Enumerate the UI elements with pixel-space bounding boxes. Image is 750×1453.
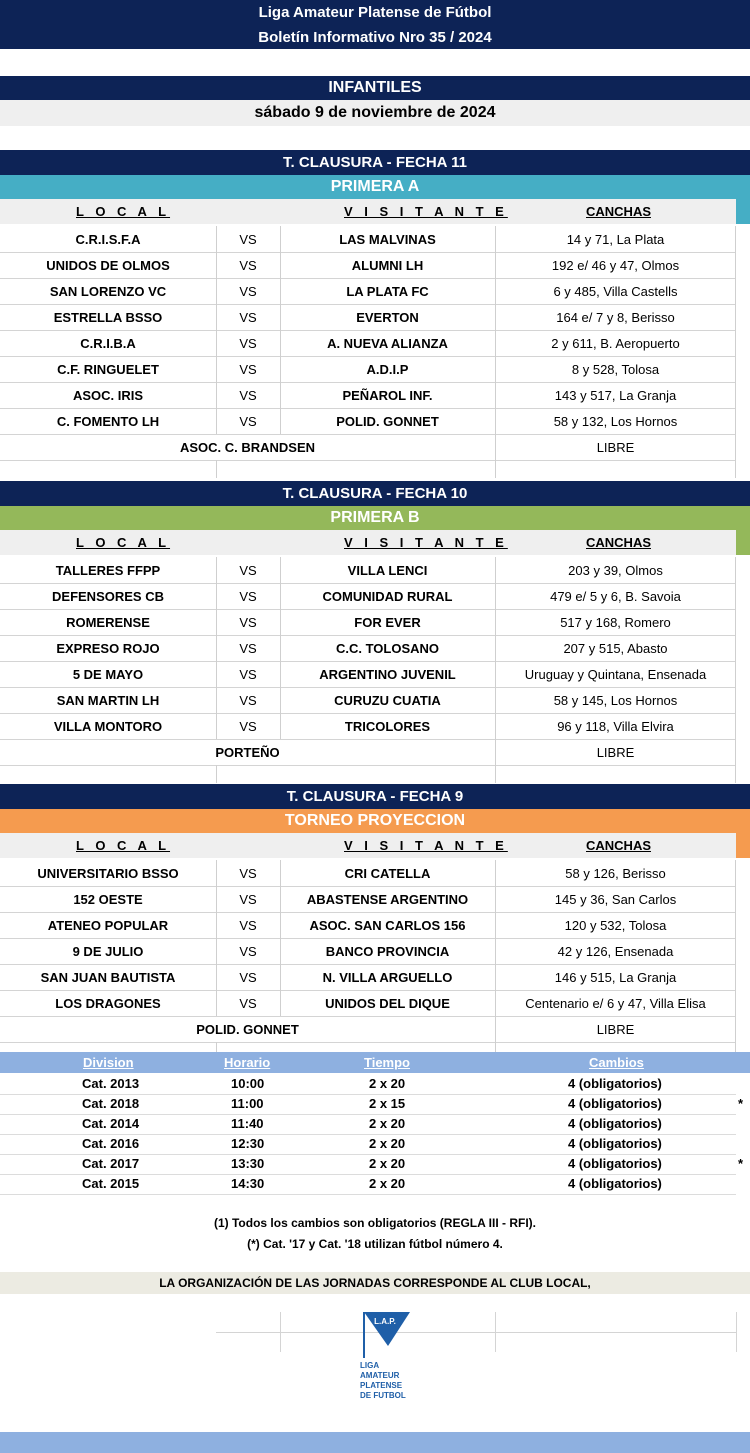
divider <box>735 557 736 583</box>
column-visitor: V I S I T A N T E <box>344 535 508 550</box>
divider <box>735 252 736 278</box>
bye-label: LIBRE <box>596 439 635 455</box>
home-team: SAN LORENZO VC <box>49 283 167 299</box>
home-team: SAN JUAN BAUTISTA <box>40 969 176 985</box>
bye-team: ASOC. C. BRANDSEN <box>179 439 316 455</box>
divider <box>735 226 736 252</box>
bye-row <box>0 739 736 766</box>
tournament-title: T. CLAUSURA - FECHA 10 <box>0 481 750 506</box>
note-ball: (*) Cat. '17 y Cat. '18 utilizan fútbol número 4. <box>247 1237 503 1251</box>
away-team: FOR EVER <box>354 614 421 630</box>
schedule-changes: 4 (obligatorios) <box>568 1176 662 1191</box>
schedule-header-time: Horario <box>224 1055 271 1070</box>
schedule-header-duration: Tiempo <box>364 1055 410 1070</box>
home-team: LOS DRAGONES <box>55 995 161 1011</box>
bye-row <box>0 1016 736 1043</box>
home-team: ATENEO POPULAR <box>47 917 169 933</box>
divider <box>735 460 736 478</box>
home-team: TALLERES FFPP <box>55 562 161 578</box>
match-row <box>0 990 736 1017</box>
match-row <box>0 382 736 409</box>
field-location: 203 y 39, Olmos <box>568 562 663 578</box>
schedule-duration: 2 x 15 <box>369 1096 406 1111</box>
vs-label: VS <box>239 718 257 734</box>
schedule-time: 14:30 <box>231 1176 265 1191</box>
vs-label: VS <box>239 943 257 959</box>
home-team: VILLA MONTORO <box>53 718 163 734</box>
field-location: 96 y 118, Villa Elvira <box>557 718 674 734</box>
match-row <box>0 964 736 991</box>
schedule-changes: 4 (obligatorios) <box>568 1156 662 1171</box>
away-team: C.C. TOLOSANO <box>335 640 440 656</box>
division-title: TORNEO PROYECCION <box>0 809 750 833</box>
note-changes: (1) Todos los cambios son obligatorios (REGLA III - RFI). <box>213 1216 536 1230</box>
field-location: 2 y 611, B. Aeropuerto <box>551 335 680 351</box>
divider <box>735 278 736 304</box>
away-team: ALUMNI LH <box>351 257 424 273</box>
home-team: UNIDOS DE OLMOS <box>46 257 170 273</box>
match-row <box>0 356 736 383</box>
away-team: UNIDOS DEL DIQUE <box>325 995 450 1011</box>
match-row <box>0 635 736 662</box>
field-location: 14 y 71, La Plata <box>566 231 665 247</box>
schedule-time: 11:40 <box>231 1116 264 1131</box>
bye-label: LIBRE <box>596 1021 635 1037</box>
column-visitor: V I S I T A N T E <box>344 204 508 219</box>
away-team: VILLA LENCI <box>347 562 428 578</box>
divider <box>735 434 736 460</box>
vs-label: VS <box>239 995 257 1011</box>
vs-label: VS <box>239 361 257 377</box>
divider <box>735 739 736 765</box>
schedule-time: 13:30 <box>231 1156 265 1171</box>
spacer-row <box>0 460 736 478</box>
home-team: 152 OESTE <box>73 891 143 907</box>
match-row <box>0 408 736 435</box>
schedule-division: Cat. 2013 <box>82 1076 140 1091</box>
home-team: UNIVERSITARIO BSSO <box>37 865 179 881</box>
column-visitor: V I S I T A N T E <box>344 838 508 853</box>
schedule-division: Cat. 2014 <box>82 1116 140 1131</box>
away-team: LA PLATA FC <box>346 283 429 299</box>
match-row <box>0 912 736 939</box>
divider <box>495 460 496 478</box>
schedule-duration: 2 x 20 <box>369 1176 406 1191</box>
logo-line: AMATEUR <box>360 1371 400 1380</box>
division-title: PRIMERA B <box>0 506 750 530</box>
divider <box>735 408 736 434</box>
column-local: L O C A L <box>76 535 171 550</box>
vs-label: VS <box>239 865 257 881</box>
vs-label: VS <box>239 640 257 656</box>
home-team: SAN MARTIN LH <box>56 692 160 708</box>
schedule-header <box>0 1052 750 1073</box>
field-location: 143 y 517, La Granja <box>554 387 677 403</box>
schedule-row <box>0 1174 736 1195</box>
match-row <box>0 252 736 279</box>
away-team: ASOC. SAN CARLOS 156 <box>309 917 466 933</box>
vs-label: VS <box>239 917 257 933</box>
away-team: CRI CATELLA <box>344 865 431 881</box>
vs-label: VS <box>239 335 257 351</box>
schedule-division: Cat. 2016 <box>82 1136 140 1151</box>
division-stripe <box>736 199 750 224</box>
schedule-row <box>0 1094 736 1115</box>
away-team: LAS MALVINAS <box>339 231 436 247</box>
organization-banner: LA ORGANIZACIÓN DE LAS JORNADAS CORRESPONDE AL CLUB LOCAL, <box>0 1272 750 1294</box>
schedule-duration: 2 x 20 <box>369 1116 406 1131</box>
schedule-time: 12:30 <box>231 1136 265 1151</box>
tournament-title: T. CLAUSURA - FECHA 11 <box>0 150 750 175</box>
schedule-mark: * <box>738 1096 744 1111</box>
match-row <box>0 860 736 887</box>
bye-row <box>0 434 736 461</box>
field-location: 120 y 532, Tolosa <box>564 917 667 933</box>
divider <box>735 860 736 886</box>
divider <box>735 912 736 938</box>
league-title: Liga Amateur Platense de Fútbol <box>0 0 750 25</box>
match-row <box>0 226 736 253</box>
home-team: ESTRELLA BSSO <box>53 309 163 325</box>
spacer-row <box>0 765 736 783</box>
field-location: 42 y 126, Ensenada <box>557 943 674 959</box>
bye-team: PORTEÑO <box>215 744 280 760</box>
schedule-time: 11:00 <box>231 1096 264 1111</box>
footer-bar <box>0 1432 750 1453</box>
match-row <box>0 304 736 331</box>
vs-label: VS <box>239 283 257 299</box>
column-local: L O C A L <box>76 838 171 853</box>
divider <box>735 687 736 713</box>
away-team: PEÑAROL INF. <box>342 387 433 403</box>
vs-label: VS <box>239 231 257 247</box>
divider <box>735 635 736 661</box>
field-location: 207 y 515, Abasto <box>563 640 668 656</box>
logo-line: LIGA <box>360 1361 380 1370</box>
field-location: 479 e/ 5 y 6, B. Savoia <box>550 588 681 604</box>
divider <box>735 661 736 687</box>
schedule-row <box>0 1154 736 1175</box>
field-location: 164 e/ 7 y 8, Berisso <box>556 309 675 325</box>
logo-flag-text: L.A.P. <box>374 1317 396 1326</box>
vs-label: VS <box>239 666 257 682</box>
divider <box>495 1312 496 1352</box>
field-location: 6 y 485, Villa Castells <box>553 283 678 299</box>
field-location: 146 y 515, La Granja <box>554 969 677 985</box>
schedule-time: 10:00 <box>231 1076 265 1091</box>
divider <box>735 330 736 356</box>
field-location: 145 y 36, San Carlos <box>554 891 677 907</box>
schedule-row <box>0 1074 736 1095</box>
field-location: 517 y 168, Romero <box>560 614 671 630</box>
division-stripe <box>736 833 750 858</box>
field-location: 8 y 528, Tolosa <box>571 361 660 377</box>
flag-icon <box>358 1308 418 1358</box>
vs-label: VS <box>239 891 257 907</box>
vs-label: VS <box>239 588 257 604</box>
divider <box>216 765 217 783</box>
column-header <box>0 833 736 858</box>
field-location: 58 y 126, Berisso <box>565 865 666 881</box>
league-logo <box>355 1308 425 1408</box>
logo-line: DE FUTBOL <box>360 1391 406 1400</box>
match-row <box>0 278 736 305</box>
away-team: TRICOLORES <box>344 718 431 734</box>
schedule-division: Cat. 2015 <box>82 1176 140 1191</box>
vs-label: VS <box>239 387 257 403</box>
section-proyeccion <box>0 784 750 1052</box>
match-row <box>0 557 736 584</box>
home-team: C.F. RINGUELET <box>57 361 159 377</box>
column-fields: CANCHAS <box>586 535 651 550</box>
home-team: C.R.I.S.F.A <box>75 231 141 247</box>
vs-label: VS <box>239 257 257 273</box>
section-primera-b <box>0 481 750 783</box>
divider <box>495 765 496 783</box>
match-row <box>0 661 736 688</box>
date-title: sábado 9 de noviembre de 2024 <box>0 100 750 126</box>
schedule-row <box>0 1134 736 1155</box>
schedule-changes: 4 (obligatorios) <box>568 1076 662 1091</box>
column-header <box>0 199 736 224</box>
away-team: A.D.I.P <box>366 361 409 377</box>
column-fields: CANCHAS <box>586 204 651 219</box>
schedule-duration: 2 x 20 <box>369 1136 406 1151</box>
vs-label: VS <box>239 969 257 985</box>
tournament-title: T. CLAUSURA - FECHA 9 <box>0 784 750 809</box>
away-team: EVERTON <box>356 309 419 325</box>
away-team: COMUNIDAD RURAL <box>322 588 453 604</box>
home-team: 9 DE JULIO <box>72 943 144 959</box>
field-location: 192 e/ 46 y 47, Olmos <box>551 257 680 273</box>
away-team: BANCO PROVINCIA <box>325 943 450 959</box>
vs-label: VS <box>239 692 257 708</box>
divider <box>216 1332 736 1333</box>
match-row <box>0 886 736 913</box>
logo-line: PLATENSE <box>360 1381 403 1390</box>
vs-label: VS <box>239 413 257 429</box>
home-team: DEFENSORES CB <box>52 588 164 604</box>
schedule-duration: 2 x 20 <box>369 1076 406 1091</box>
match-row <box>0 330 736 357</box>
divider <box>735 1016 736 1042</box>
match-row <box>0 713 736 740</box>
schedule-duration: 2 x 20 <box>369 1156 406 1171</box>
divider <box>736 1312 737 1352</box>
field-location: 58 y 145, Los Hornos <box>553 692 678 708</box>
schedule-row <box>0 1114 736 1135</box>
category-title: INFANTILES <box>0 76 750 100</box>
away-team: ARGENTINO JUVENIL <box>319 666 456 682</box>
home-team: EXPRESO ROJO <box>56 640 160 656</box>
schedule-header-changes: Cambios <box>589 1055 644 1070</box>
away-team: N. VILLA ARGUELLO <box>322 969 453 985</box>
vs-label: VS <box>239 614 257 630</box>
divider <box>735 713 736 739</box>
column-fields: CANCHAS <box>586 838 651 853</box>
home-team: ROMERENSE <box>66 614 150 630</box>
field-location: Centenario e/ 6 y 47, Villa Elisa <box>525 995 706 1011</box>
schedule-changes: 4 (obligatorios) <box>568 1116 662 1131</box>
divider <box>735 356 736 382</box>
bulletin-title: Boletín Informativo Nro 35 / 2024 <box>0 25 750 49</box>
away-team: ABASTENSE ARGENTINO <box>306 891 469 907</box>
divider <box>735 938 736 964</box>
divider <box>735 765 736 783</box>
divider <box>216 460 217 478</box>
field-location: Uruguay y Quintana, Ensenada <box>524 666 707 682</box>
vs-label: VS <box>239 562 257 578</box>
divider <box>735 304 736 330</box>
division-stripe <box>736 530 750 555</box>
schedule-division: Cat. 2017 <box>82 1156 140 1171</box>
divider <box>735 583 736 609</box>
vs-label: VS <box>239 309 257 325</box>
home-team: C.R.I.B.A <box>80 335 136 351</box>
schedule-changes: 4 (obligatorios) <box>568 1136 662 1151</box>
divider <box>735 609 736 635</box>
field-location: 58 y 132, Los Hornos <box>553 413 678 429</box>
schedule-changes: 4 (obligatorios) <box>568 1096 662 1111</box>
away-team: A. NUEVA ALIANZA <box>327 335 448 351</box>
divider <box>280 1312 281 1352</box>
away-team: CURUZU CUATIA <box>334 692 441 708</box>
home-team: 5 DE MAYO <box>72 666 144 682</box>
section-primera-a <box>0 150 750 480</box>
match-row <box>0 609 736 636</box>
column-header <box>0 530 736 555</box>
away-team: POLID. GONNET <box>336 413 439 429</box>
match-row <box>0 938 736 965</box>
schedule-division: Cat. 2018 <box>82 1096 140 1111</box>
divider <box>735 964 736 990</box>
division-title: PRIMERA A <box>0 175 750 199</box>
schedule-header-division: Division <box>83 1055 134 1070</box>
schedule-mark: * <box>738 1156 744 1171</box>
home-team: C. FOMENTO LH <box>56 413 160 429</box>
match-row <box>0 687 736 714</box>
column-local: L O C A L <box>76 204 171 219</box>
divider <box>735 886 736 912</box>
bye-label: LIBRE <box>596 744 635 760</box>
divider <box>735 990 736 1016</box>
bye-team: POLID. GONNET <box>196 1021 299 1037</box>
home-team: ASOC. IRIS <box>72 387 144 403</box>
match-row <box>0 583 736 610</box>
divider <box>735 382 736 408</box>
